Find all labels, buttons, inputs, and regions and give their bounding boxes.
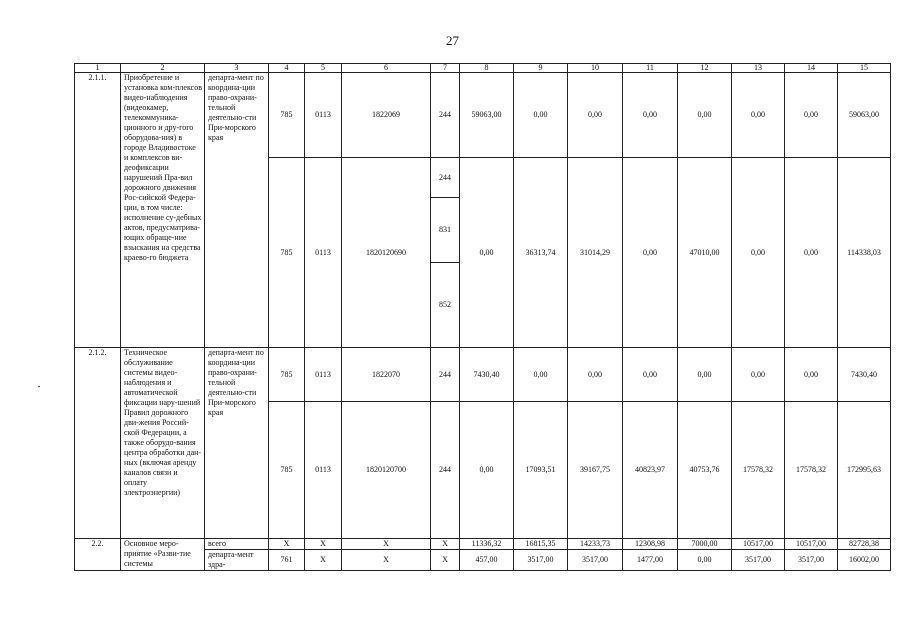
cell: 0,00 <box>514 348 568 402</box>
executor: департа-мент по координа-ции право-охрани-тельной деятельно-сти При-морского края <box>205 73 269 348</box>
cell: 1820120690 <box>342 158 431 348</box>
cell: 0,00 <box>678 348 732 402</box>
cell: 0,00 <box>460 402 514 539</box>
cell: 0,00 <box>678 550 732 571</box>
cell: 0,00 <box>732 348 785 402</box>
col-header: 10 <box>568 64 623 73</box>
col-header: 7 <box>431 64 460 73</box>
executor: всего <box>205 539 269 550</box>
cell: 31014,29 <box>568 158 623 348</box>
cell: 47010,00 <box>678 158 732 348</box>
cell: X <box>431 539 460 550</box>
cell: 3517,00 <box>568 550 623 571</box>
table-row <box>75 539 891 550</box>
cell: 17578,32 <box>732 402 785 539</box>
cell: 59063,00 <box>838 73 891 158</box>
cell: 1820120700 <box>342 402 431 539</box>
col-header: 13 <box>732 64 785 73</box>
cell: 852 <box>431 263 460 348</box>
cell: X <box>342 539 431 550</box>
cell: 172995,63 <box>838 402 891 539</box>
cell: X <box>305 539 342 550</box>
page-number: 27 <box>446 33 459 48</box>
cell: 0,00 <box>460 158 514 348</box>
cell: 82728,38 <box>838 539 891 550</box>
row-code: 2.1.1. <box>75 73 121 348</box>
cell: 785 <box>269 158 305 348</box>
cell: 0,00 <box>732 158 785 348</box>
col-header: 8 <box>460 64 514 73</box>
cell: 785 <box>269 348 305 402</box>
cell: 0,00 <box>623 158 678 348</box>
cell: 0,00 <box>623 73 678 158</box>
cell: 244 <box>431 348 460 402</box>
cell: 0,00 <box>785 348 838 402</box>
cell: 0,00 <box>785 73 838 158</box>
cell: 0,00 <box>678 73 732 158</box>
cell: 3517,00 <box>785 550 838 571</box>
cell: 0,00 <box>514 73 568 158</box>
cell: 0113 <box>305 158 342 348</box>
cell: 0,00 <box>568 348 623 402</box>
cell: 244 <box>431 158 460 198</box>
row-code: 2.1.2. <box>75 348 121 539</box>
cell: 16815,35 <box>514 539 568 550</box>
cell: X <box>431 550 460 571</box>
executor: департа-мент по координа-ции право-охрани-тельной деятельно-сти При-морского края <box>205 348 269 539</box>
cell: 0,00 <box>732 73 785 158</box>
cell: 457,00 <box>460 550 514 571</box>
cell: 244 <box>431 402 460 539</box>
cell: 39167,75 <box>568 402 623 539</box>
cell: X <box>269 539 305 550</box>
activity-name: Техническое обслуживание системы видео-наблюдения и автоматической фиксации нару-шений Правил дорожного дви-жения Россий-ской Федерации, а также оборудо-вания центра обработки дан-ных (включая аренду каналов связи и оплату электроэнергии) <box>121 348 205 539</box>
cell: 10517,00 <box>785 539 838 550</box>
col-header: 11 <box>623 64 678 73</box>
cell: 244 <box>431 73 460 158</box>
col-header: 15 <box>838 64 891 73</box>
cell: 12308,98 <box>623 539 678 550</box>
cell: 17093,51 <box>514 402 568 539</box>
cell: 785 <box>269 402 305 539</box>
row-code: 2.2. <box>75 539 121 571</box>
cell: 7430,40 <box>460 348 514 402</box>
cell: 1822069 <box>342 73 431 158</box>
cell: 17578,32 <box>785 402 838 539</box>
cell: 0113 <box>305 73 342 158</box>
cell: 40823,97 <box>623 402 678 539</box>
cell: 40753,76 <box>678 402 732 539</box>
budget-table <box>74 63 891 571</box>
cell: 59063,00 <box>460 73 514 158</box>
cell: 1477,00 <box>623 550 678 571</box>
cell: 0,00 <box>785 158 838 348</box>
col-header: 4 <box>269 64 305 73</box>
cell: 761 <box>269 550 305 571</box>
cell: 0,00 <box>623 348 678 402</box>
executor: департа-мент здра- <box>205 550 269 571</box>
cell: 11336,32 <box>460 539 514 550</box>
scan-mark <box>38 386 40 387</box>
col-header: 9 <box>514 64 568 73</box>
cell: X <box>305 550 342 571</box>
cell: X <box>342 550 431 571</box>
cell: 16002,00 <box>838 550 891 571</box>
col-header: 12 <box>678 64 732 73</box>
col-header: 3 <box>205 64 269 73</box>
cell: 831 <box>431 198 460 263</box>
cell: 10517,00 <box>732 539 785 550</box>
cell: 0,00 <box>568 73 623 158</box>
cell: 36313,74 <box>514 158 568 348</box>
cell: 7430,40 <box>838 348 891 402</box>
cell: 0113 <box>305 402 342 539</box>
cell: 3517,00 <box>514 550 568 571</box>
col-header: 6 <box>342 64 431 73</box>
col-header: 2 <box>121 64 205 73</box>
activity-name: Приобретение и установка ком-плексов видео-наблюдения (видеокамер, телекоммуника-ционного и дру-гого оборудова-ния) в городе Владивостоке и комплексов ви-деофиксации нарушений Пра-вил дорожного движения Рос-сийской Федера-ции, в том числе: исполнение су-дебных актов, предусматрива-ющих обраще-ние взыскания на средства краево-го бюджета <box>121 73 205 348</box>
col-header: 14 <box>785 64 838 73</box>
cell: 114338,03 <box>838 158 891 348</box>
header-row <box>75 64 891 73</box>
cell: 0113 <box>305 348 342 402</box>
col-header: 5 <box>305 64 342 73</box>
table-row <box>75 348 891 402</box>
col-header: 1 <box>75 64 121 73</box>
cell: 3517,00 <box>732 550 785 571</box>
cell: 7000,00 <box>678 539 732 550</box>
cell: 1822070 <box>342 348 431 402</box>
cell: 14233,73 <box>568 539 623 550</box>
table-row <box>75 73 891 158</box>
cell: 785 <box>269 73 305 158</box>
activity-name: Основное меро-приятие «Разви-тие системы <box>121 539 205 571</box>
